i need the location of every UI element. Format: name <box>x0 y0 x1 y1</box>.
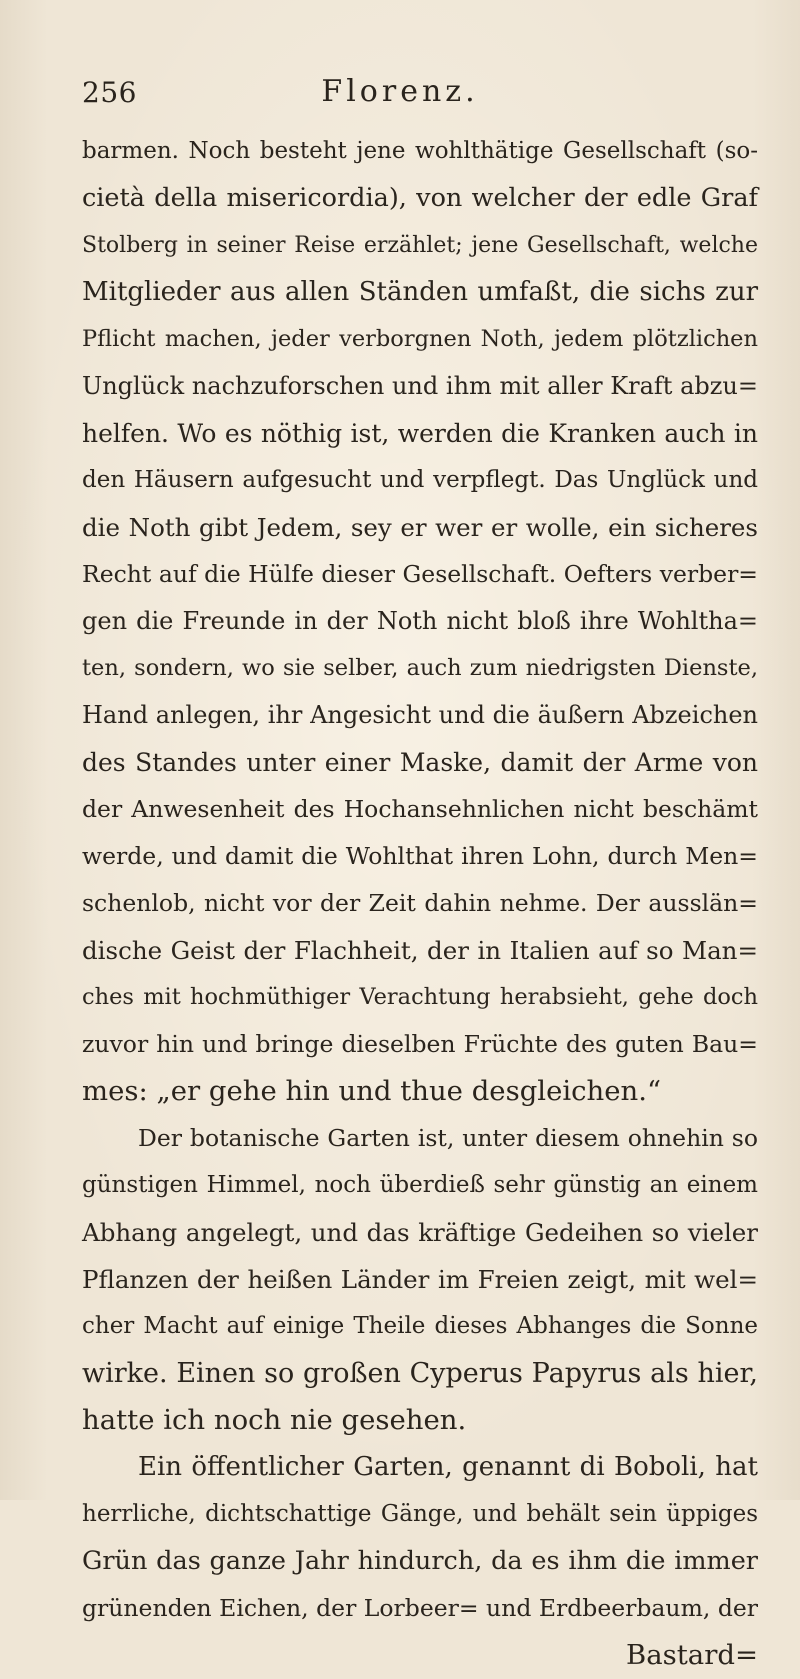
text-line: Abhang angelegt, und das kräftige Gedeihen so vieler <box>82 1218 758 1247</box>
text-line: grünenden Eichen, der Lorbeer= und Erdbeerbaum, der <box>82 1594 758 1622</box>
page-number: 256 <box>82 76 137 109</box>
paragraph-start-line: Der botanische Garten ist, unter diesem ohnehin so <box>138 1124 758 1152</box>
text-line: Grün das ganze Jahr hindurch, da es ihm die immer <box>82 1546 758 1576</box>
body-text <box>82 128 758 1679</box>
text-line: Unglück nachzuforschen und ihm mit aller Kraft abzu= <box>82 372 758 400</box>
text-line: herrliche, dichtschattige Gänge, und behält sein üppiges <box>82 1501 758 1527</box>
text-line: des Standes unter einer Maske, damit der Arme von <box>82 748 758 777</box>
text-line: Stolberg in seiner Reise erzählet; jene Gesellschaft, welche <box>82 233 758 258</box>
text-line: Recht auf die Hülfe dieser Gesellschaft. Oefters verber= <box>82 560 758 588</box>
text-line: werde, und damit die Wohlthat ihren Lohn, durch Men= <box>82 842 758 870</box>
paragraph-end-line: hatte ich noch nie gesehen. <box>82 1404 467 1436</box>
text-line: den Häusern aufgesucht und verpflegt. Das Unglück und <box>82 467 758 493</box>
text-line: helfen. Wo es nöthig ist, werden die Kranken auch in <box>82 419 758 448</box>
text-line: Pflicht machen, jeder verborgnen Noth, jedem plötzlichen <box>82 326 758 352</box>
text-line: wirke. Einen so großen Cyperus Papyrus als hier, <box>82 1358 758 1389</box>
catchword: Bastard= <box>626 1639 758 1671</box>
paragraph-start-line: Ein öffentlicher Garten, genannt di Boboli, hat <box>138 1452 758 1482</box>
text-line: ches mit hochmüthiger Verachtung herabsieht, gehe doch <box>82 984 758 1010</box>
paragraph-end-line: mes: „er gehe hin und thue desgleichen.“ <box>82 1075 662 1107</box>
text-line: günstigen Himmel, noch überdieß sehr günstig an einem <box>82 1172 758 1198</box>
text-line: ten, sondern, wo sie selber, auch zum niedrigsten Dienste, <box>82 655 758 681</box>
text-line: Pflanzen der heißen Länder im Freien zeigt, mit wel= <box>82 1265 758 1294</box>
text-line: schenlob, nicht vor der Zeit dahin nehme. Der ausslän= <box>82 889 758 917</box>
text-line: cietà della misericordia), von welcher der edle Graf <box>82 183 758 213</box>
text-line: cher Macht auf einige Theile dieses Abhanges die Sonne <box>82 1313 758 1339</box>
text-line: barmen. Noch besteht jene wohlthätige Gesellschaft (so- <box>82 138 758 164</box>
text-line: Mitglieder aus allen Ständen umfaßt, die sichs zur <box>82 277 758 307</box>
text-line: zuvor hin und bringe dieselben Früchte des guten Bau= <box>82 1030 758 1058</box>
text-line: die Noth gibt Jedem, sey er wer er wolle, ein sicheres <box>82 513 758 542</box>
text-line: gen die Freunde in der Noth nicht bloß ihre Wohltha= <box>82 607 758 635</box>
text-line: der Anwesenheit des Hochansehnlichen nicht beschämt <box>82 795 758 823</box>
text-line: dische Geist der Flachheit, der in Italien auf so Man= <box>82 936 758 965</box>
page-header <box>82 72 718 116</box>
running-head: Florenz. <box>321 74 479 109</box>
text-line: Hand anlegen, ihr Angesicht und die äußern Abzeichen <box>82 701 758 729</box>
